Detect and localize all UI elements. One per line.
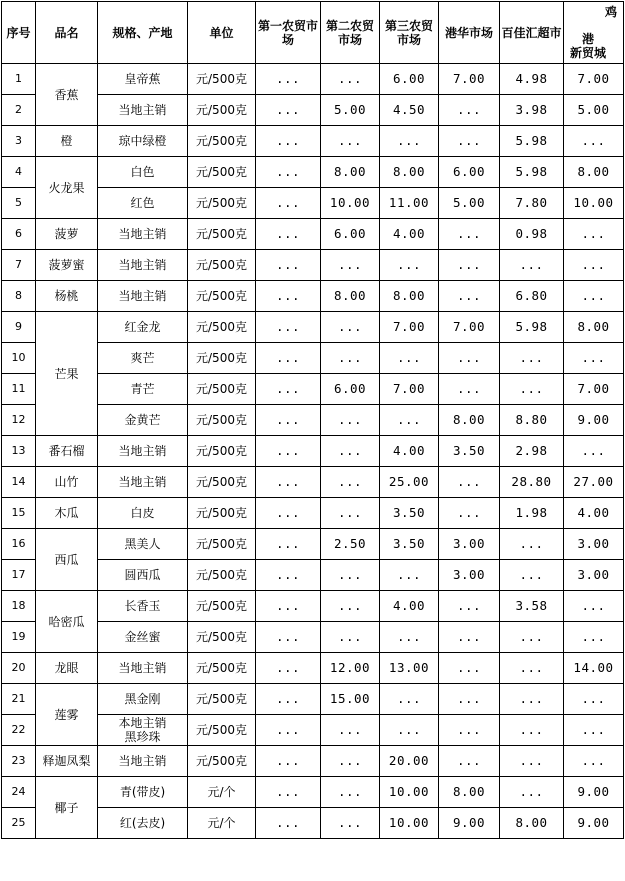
unit-cell: 元/500克: [188, 312, 256, 343]
price-cell: 9.00: [564, 777, 624, 808]
product-name: 山竹: [36, 467, 98, 498]
price-cell: 8.80: [500, 405, 564, 436]
price-cell: ...: [380, 684, 439, 715]
price-cell: ...: [564, 715, 624, 746]
price-cell: ...: [256, 436, 321, 467]
price-cell: ...: [256, 343, 321, 374]
table-row: [2, 467, 624, 498]
product-name: 莲雾: [36, 684, 98, 746]
row-number: 23: [2, 746, 36, 777]
row-number: 17: [2, 560, 36, 591]
header-market-1: 第一农贸市场: [256, 2, 321, 64]
price-cell: ...: [321, 467, 380, 498]
price-cell: ...: [500, 653, 564, 684]
price-cell: ...: [256, 653, 321, 684]
price-cell: 0.98: [500, 219, 564, 250]
header-baijiahui: 百佳汇超市: [500, 2, 564, 64]
price-cell: 4.00: [380, 591, 439, 622]
row-number: 8: [2, 281, 36, 312]
price-cell: ...: [439, 653, 500, 684]
price-cell: ...: [256, 250, 321, 281]
price-cell: ...: [321, 250, 380, 281]
row-number: 16: [2, 529, 36, 560]
unit-cell: 元/500克: [188, 436, 256, 467]
price-cell: ...: [321, 777, 380, 808]
price-cell: 3.00: [564, 529, 624, 560]
product-spec: 琼中绿橙: [98, 126, 188, 157]
unit-cell: 元/500克: [188, 467, 256, 498]
price-cell: ...: [564, 281, 624, 312]
product-name: 菠萝: [36, 219, 98, 250]
unit-cell: 元/500克: [188, 622, 256, 653]
price-cell: 7.00: [439, 64, 500, 95]
header-market-3: 第三农贸市场: [380, 2, 439, 64]
row-number: 15: [2, 498, 36, 529]
price-cell: ...: [439, 467, 500, 498]
price-cell: ...: [564, 126, 624, 157]
product-name: 释迦凤梨: [36, 746, 98, 777]
product-spec: 金丝蜜: [98, 622, 188, 653]
price-cell: 4.98: [500, 64, 564, 95]
price-cell: ...: [439, 498, 500, 529]
header-name: 品名: [36, 2, 98, 64]
price-cell: ...: [256, 560, 321, 591]
price-cell: 3.00: [439, 529, 500, 560]
product-name: 西瓜: [36, 529, 98, 591]
price-cell: ...: [256, 529, 321, 560]
price-cell: ...: [500, 250, 564, 281]
price-cell: ...: [321, 312, 380, 343]
price-cell: 20.00: [380, 746, 439, 777]
price-cell: ...: [500, 715, 564, 746]
table-row: [2, 312, 624, 343]
product-spec: 黑金刚: [98, 684, 188, 715]
price-cell: 5.00: [564, 95, 624, 126]
price-cell: 5.00: [439, 188, 500, 219]
unit-cell: 元/500克: [188, 374, 256, 405]
unit-cell: 元/500克: [188, 64, 256, 95]
table-row: [2, 157, 624, 188]
price-cell: ...: [256, 591, 321, 622]
header-spec: 规格、产地: [98, 2, 188, 64]
price-cell: ...: [321, 498, 380, 529]
header-xinmaocheng: [564, 2, 624, 64]
price-cell: ...: [256, 95, 321, 126]
row-number: 19: [2, 622, 36, 653]
table-row: [2, 684, 624, 715]
product-spec: 皇帝蕉: [98, 64, 188, 95]
price-cell: ...: [564, 591, 624, 622]
unit-cell: 元/500克: [188, 343, 256, 374]
unit-cell: 元/500克: [188, 188, 256, 219]
price-cell: 2.98: [500, 436, 564, 467]
price-cell: 2.50: [321, 529, 380, 560]
price-cell: 5.00: [321, 95, 380, 126]
price-cell: 15.00: [321, 684, 380, 715]
price-cell: ...: [564, 219, 624, 250]
row-number: 3: [2, 126, 36, 157]
price-cell: 7.00: [564, 374, 624, 405]
table-row: [2, 126, 624, 157]
unit-cell: 元/500克: [188, 281, 256, 312]
price-cell: ...: [564, 436, 624, 467]
table-row: [2, 64, 624, 95]
price-cell: 5.98: [500, 157, 564, 188]
price-cell: 9.00: [439, 808, 500, 839]
unit-cell: 元/500克: [188, 529, 256, 560]
row-number: 12: [2, 405, 36, 436]
price-cell: ...: [321, 746, 380, 777]
price-cell: 7.00: [380, 312, 439, 343]
price-cell: ...: [439, 591, 500, 622]
product-spec-line-2: 黑珍珠: [124, 730, 161, 744]
unit-cell: 元/500克: [188, 157, 256, 188]
header-unit: 单位: [188, 2, 256, 64]
price-cell: ...: [500, 529, 564, 560]
price-cell: ...: [321, 591, 380, 622]
price-cell: 3.58: [500, 591, 564, 622]
price-cell: ...: [439, 746, 500, 777]
row-number: 1: [2, 64, 36, 95]
product-spec: 长香玉: [98, 591, 188, 622]
price-cell: ...: [256, 715, 321, 746]
price-cell: ...: [439, 219, 500, 250]
price-cell: 11.00: [380, 188, 439, 219]
price-cell: 6.00: [321, 219, 380, 250]
price-cell: 6.00: [321, 374, 380, 405]
unit-cell: 元/500克: [188, 746, 256, 777]
product-spec: 当地主销: [98, 436, 188, 467]
price-cell: ...: [380, 560, 439, 591]
price-cell: ...: [321, 343, 380, 374]
price-cell: ...: [321, 808, 380, 839]
price-cell: 6.00: [380, 64, 439, 95]
price-cell: ...: [564, 746, 624, 777]
product-spec: 红色: [98, 188, 188, 219]
price-cell: 5.98: [500, 126, 564, 157]
price-cell: ...: [564, 684, 624, 715]
price-cell: 10.00: [564, 188, 624, 219]
product-spec: 白皮: [98, 498, 188, 529]
price-cell: ...: [321, 405, 380, 436]
product-spec: 青(带皮): [98, 777, 188, 808]
price-cell: ...: [500, 343, 564, 374]
price-cell: 27.00: [564, 467, 624, 498]
row-number: 2: [2, 95, 36, 126]
header-market-2: 第二农贸市场: [321, 2, 380, 64]
unit-cell: 元/500克: [188, 684, 256, 715]
price-cell: 3.00: [439, 560, 500, 591]
price-cell: ...: [439, 622, 500, 653]
price-cell: ...: [256, 188, 321, 219]
price-cell: ...: [256, 467, 321, 498]
price-cell: ...: [256, 405, 321, 436]
header-row: [2, 2, 624, 64]
product-name: 芒果: [36, 312, 98, 436]
price-cell: ...: [439, 374, 500, 405]
price-cell: 8.00: [564, 312, 624, 343]
price-cell: ...: [321, 715, 380, 746]
price-cell: ...: [500, 684, 564, 715]
header-ganghua: 港华市场: [439, 2, 500, 64]
price-cell: ...: [564, 343, 624, 374]
price-table: [1, 1, 624, 839]
row-number: 20: [2, 653, 36, 684]
price-cell: 4.00: [380, 219, 439, 250]
unit-cell: 元/500克: [188, 250, 256, 281]
price-cell: ...: [256, 157, 321, 188]
header-xinmaocheng-bottom: 港 新贸城: [570, 32, 607, 60]
row-number: 5: [2, 188, 36, 219]
product-spec: 白色: [98, 157, 188, 188]
price-cell: ...: [439, 250, 500, 281]
row-number: 11: [2, 374, 36, 405]
table-row: [2, 250, 624, 281]
price-cell: ...: [500, 374, 564, 405]
table-row: [2, 591, 624, 622]
product-spec: 当地主销: [98, 250, 188, 281]
row-number: 22: [2, 715, 36, 746]
price-cell: 8.00: [500, 808, 564, 839]
row-number: 7: [2, 250, 36, 281]
unit-cell: 元/500克: [188, 405, 256, 436]
row-number: 25: [2, 808, 36, 839]
price-cell: ...: [380, 715, 439, 746]
price-cell: 7.80: [500, 188, 564, 219]
price-cell: ...: [256, 219, 321, 250]
row-number: 13: [2, 436, 36, 467]
price-cell: ...: [439, 281, 500, 312]
price-cell: 9.00: [564, 405, 624, 436]
price-cell: 8.00: [321, 281, 380, 312]
price-cell: 10.00: [380, 777, 439, 808]
price-cell: ...: [500, 777, 564, 808]
price-cell: 1.98: [500, 498, 564, 529]
unit-cell: 元/500克: [188, 95, 256, 126]
price-cell: 10.00: [380, 808, 439, 839]
price-cell: 12.00: [321, 653, 380, 684]
product-name: 番石榴: [36, 436, 98, 467]
product-spec: 当地主销: [98, 219, 188, 250]
price-cell: 3.00: [564, 560, 624, 591]
price-cell: 3.50: [439, 436, 500, 467]
row-number: 4: [2, 157, 36, 188]
price-cell: 6.00: [439, 157, 500, 188]
unit-cell: 元/500克: [188, 591, 256, 622]
product-spec: [98, 715, 188, 746]
product-spec: 当地主销: [98, 95, 188, 126]
price-cell: 3.50: [380, 498, 439, 529]
table-row: [2, 498, 624, 529]
price-cell: ...: [256, 374, 321, 405]
price-cell: ...: [439, 684, 500, 715]
price-cell: ...: [321, 622, 380, 653]
price-cell: ...: [256, 684, 321, 715]
price-cell: 3.98: [500, 95, 564, 126]
price-cell: ...: [380, 343, 439, 374]
price-cell: 4.00: [380, 436, 439, 467]
price-cell: 8.00: [439, 405, 500, 436]
price-cell: ...: [256, 126, 321, 157]
price-cell: 3.50: [380, 529, 439, 560]
price-cell: ...: [321, 560, 380, 591]
price-cell: ...: [380, 622, 439, 653]
price-cell: ...: [256, 498, 321, 529]
table-row: [2, 219, 624, 250]
product-spec: 圆西瓜: [98, 560, 188, 591]
product-spec: 青芒: [98, 374, 188, 405]
product-spec: 红(去皮): [98, 808, 188, 839]
price-cell: ...: [500, 622, 564, 653]
product-spec: 当地主销: [98, 746, 188, 777]
product-spec: 爽芒: [98, 343, 188, 374]
product-name: 香蕉: [36, 64, 98, 126]
price-cell: ...: [439, 343, 500, 374]
table-row: [2, 653, 624, 684]
product-spec: 当地主销: [98, 281, 188, 312]
row-number: 24: [2, 777, 36, 808]
table-row: [2, 529, 624, 560]
product-name: 杨桃: [36, 281, 98, 312]
table-row: [2, 746, 624, 777]
price-cell: ...: [256, 777, 321, 808]
price-cell: ...: [439, 95, 500, 126]
row-number: 14: [2, 467, 36, 498]
price-cell: ...: [500, 560, 564, 591]
price-cell: ...: [380, 250, 439, 281]
price-cell: ...: [321, 436, 380, 467]
price-cell: 14.00: [564, 653, 624, 684]
unit-cell: 元/个: [188, 808, 256, 839]
price-cell: 10.00: [321, 188, 380, 219]
price-cell: 25.00: [380, 467, 439, 498]
header-no: 序号: [2, 2, 36, 64]
price-cell: ...: [380, 405, 439, 436]
price-cell: 7.00: [439, 312, 500, 343]
row-number: 21: [2, 684, 36, 715]
price-cell: ...: [256, 622, 321, 653]
unit-cell: 元/500克: [188, 715, 256, 746]
price-cell: ...: [321, 126, 380, 157]
product-name: 龙眼: [36, 653, 98, 684]
price-cell: ...: [256, 64, 321, 95]
row-number: 6: [2, 219, 36, 250]
product-spec: 当地主销: [98, 653, 188, 684]
price-cell: ...: [564, 622, 624, 653]
price-cell: ...: [256, 312, 321, 343]
price-cell: 9.00: [564, 808, 624, 839]
product-name: 菠萝蜜: [36, 250, 98, 281]
price-cell: ...: [439, 715, 500, 746]
price-cell: ...: [256, 281, 321, 312]
unit-cell: 元/500克: [188, 126, 256, 157]
product-spec: 红金龙: [98, 312, 188, 343]
price-cell: 8.00: [564, 157, 624, 188]
product-name: 哈密瓜: [36, 591, 98, 653]
product-name: 木瓜: [36, 498, 98, 529]
row-number: 10: [2, 343, 36, 374]
price-cell: ...: [321, 64, 380, 95]
table-row: [2, 777, 624, 808]
price-cell: 8.00: [380, 281, 439, 312]
price-cell: 8.00: [321, 157, 380, 188]
row-number: 18: [2, 591, 36, 622]
table-body: [2, 64, 624, 839]
price-cell: 4.00: [564, 498, 624, 529]
price-cell: 6.80: [500, 281, 564, 312]
product-name: 橙: [36, 126, 98, 157]
price-cell: ...: [256, 746, 321, 777]
row-number: 9: [2, 312, 36, 343]
price-cell: 28.80: [500, 467, 564, 498]
product-spec: 黑美人: [98, 529, 188, 560]
unit-cell: 元/500克: [188, 653, 256, 684]
product-spec: 金黄芒: [98, 405, 188, 436]
unit-cell: 元/个: [188, 777, 256, 808]
price-cell: ...: [500, 746, 564, 777]
product-spec-line-1: 本地主销: [118, 716, 167, 730]
price-cell: 4.50: [380, 95, 439, 126]
product-spec: 当地主销: [98, 467, 188, 498]
table-row: [2, 281, 624, 312]
price-cell: ...: [256, 808, 321, 839]
product-name: 火龙果: [36, 157, 98, 219]
table-row: [2, 436, 624, 467]
price-cell: 8.00: [439, 777, 500, 808]
product-name: 椰子: [36, 777, 98, 839]
price-cell: 5.98: [500, 312, 564, 343]
price-cell: 13.00: [380, 653, 439, 684]
unit-cell: 元/500克: [188, 219, 256, 250]
unit-cell: 元/500克: [188, 560, 256, 591]
price-cell: 7.00: [380, 374, 439, 405]
price-cell: ...: [564, 250, 624, 281]
price-cell: ...: [439, 126, 500, 157]
unit-cell: 元/500克: [188, 498, 256, 529]
price-cell: 7.00: [564, 64, 624, 95]
header-xinmaocheng-top: 鸡: [604, 5, 617, 19]
price-cell: 8.00: [380, 157, 439, 188]
price-cell: ...: [380, 126, 439, 157]
